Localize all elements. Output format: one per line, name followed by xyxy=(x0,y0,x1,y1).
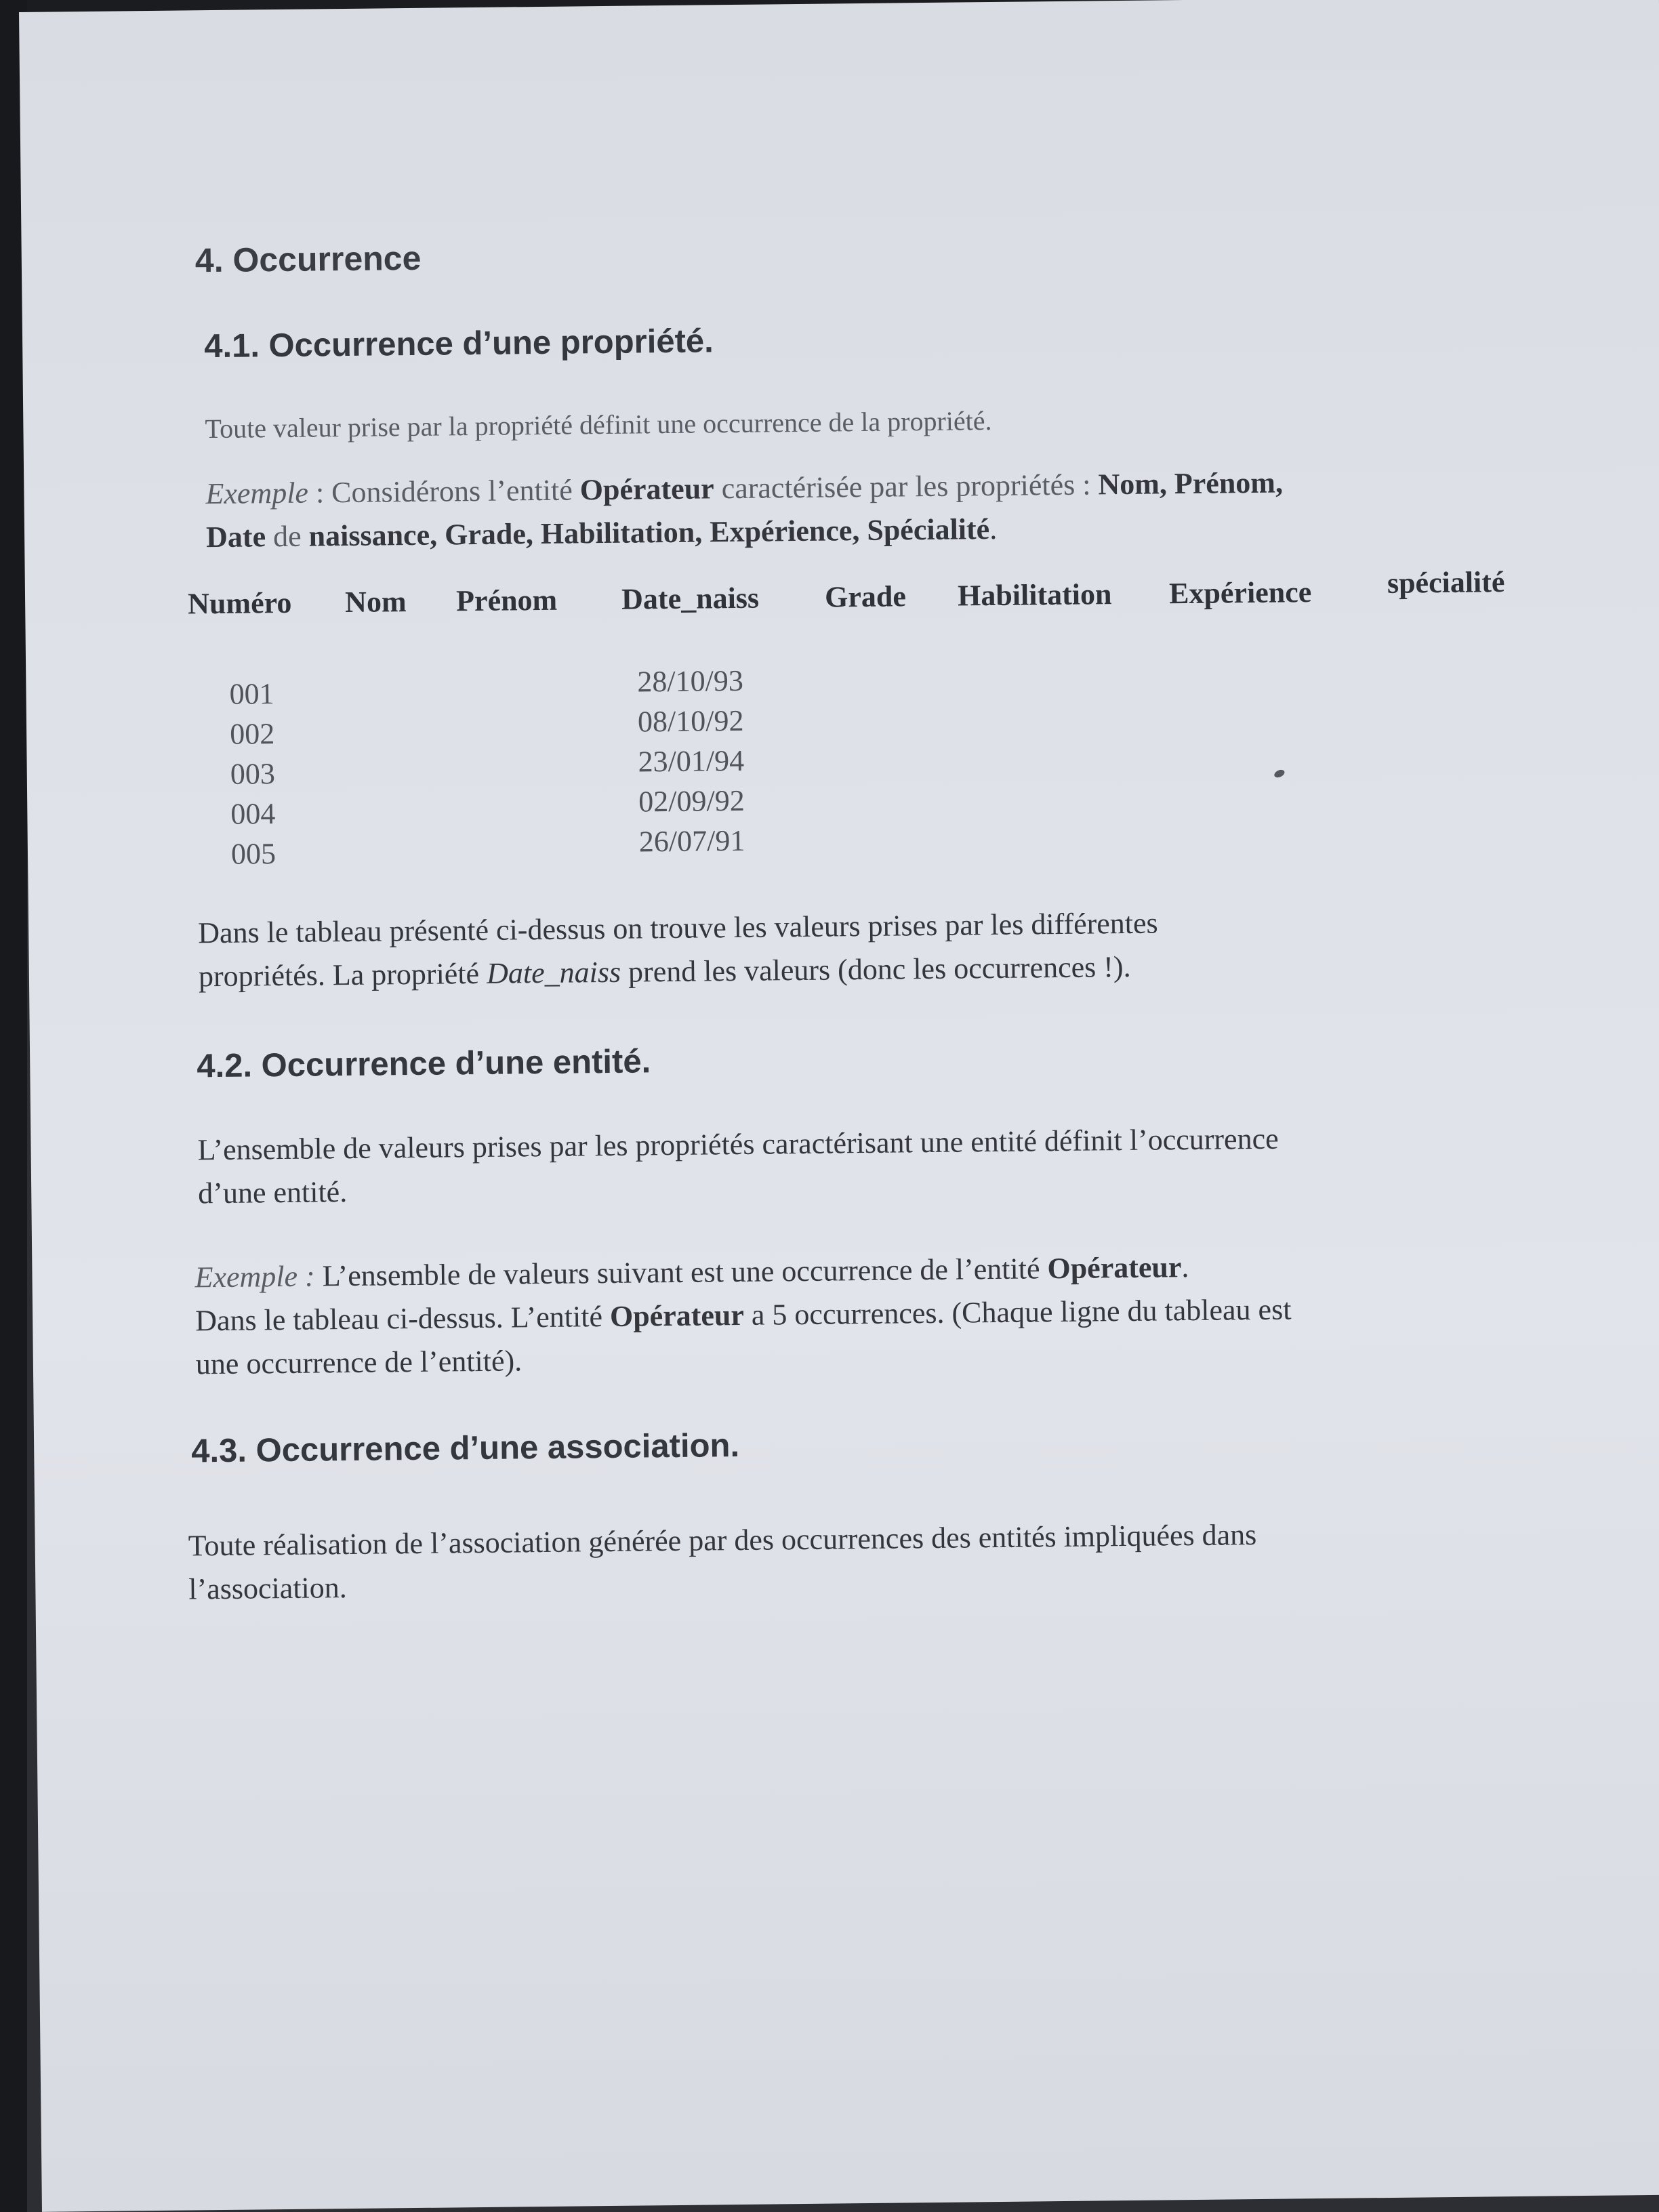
table-cell-date-naiss: 26/07/91 xyxy=(638,823,745,859)
table-cell-date-naiss: 28/10/93 xyxy=(637,663,744,699)
subsection-heading-4-1: 4.1. Occurrence d’une propriété. xyxy=(203,323,714,365)
table-header-grade: Grade xyxy=(824,579,907,614)
properties-list-1: Nom, Prénom, xyxy=(1098,466,1284,501)
example-mid: caractérisée par les propriétés : xyxy=(714,468,1099,506)
example-4-1-line2 xyxy=(206,508,998,559)
example-line2-a: Dans le tableau ci-dessus. L’entité xyxy=(194,1299,611,1338)
prop-de: de xyxy=(265,519,309,554)
table-cell-numero: 003 xyxy=(230,757,276,791)
after-table-text-a: propriétés. La propriété xyxy=(198,956,487,994)
paragraph-4-2-line1: L’ensemble de valeurs prises par les propriétés caractérisant une entité définit l’occurrence xyxy=(197,1122,1279,1167)
prop-naissance: naissance xyxy=(308,518,430,553)
example-4-1-line1 xyxy=(205,462,1283,516)
table-header-specialite: spécialité xyxy=(1387,565,1505,600)
section-heading: 4. Occurrence xyxy=(194,239,422,280)
table-header-nom: Nom xyxy=(344,585,407,619)
table-cell-date-naiss: 23/01/94 xyxy=(638,743,745,779)
after-table-text-b: prend les valeurs (donc les occurrences !). xyxy=(620,949,1131,989)
table-header-experience: Expérience xyxy=(1168,575,1312,611)
column-date-naiss xyxy=(637,661,745,862)
entity-name: Opérateur xyxy=(1047,1250,1182,1286)
subsection-heading-4-2: 4.2. Occurrence d’une entité. xyxy=(197,1043,651,1085)
period: . xyxy=(1181,1250,1189,1284)
subsection-heading-4-3: 4.3. Occurrence d’une association. xyxy=(190,1427,740,1470)
period: . xyxy=(989,512,998,546)
paragraph-4-1: Toute valeur prise par la propriété définit une occurrence de la propriété. xyxy=(205,405,992,445)
entity-name: Opérateur xyxy=(579,472,714,507)
table-cell-date-naiss: 02/09/92 xyxy=(638,783,745,819)
table-cell-date-naiss: 08/10/92 xyxy=(637,703,744,739)
paragraph-after-table-line1: Dans le tableau présenté ci-dessus on trouve les valeurs prises par les différentes xyxy=(197,906,1158,950)
column-numero xyxy=(229,674,276,874)
table-header-numero: Numéro xyxy=(187,586,292,621)
entity-name: Opérateur xyxy=(609,1298,745,1333)
occurrence-table xyxy=(187,565,1546,884)
table-header-habilitation: Habilitation xyxy=(957,577,1112,613)
paragraph-4-2-line2: d’une entité. xyxy=(198,1175,348,1210)
table-cell-numero: 005 xyxy=(230,837,276,871)
example-text: : Considérons l’entité xyxy=(308,473,580,510)
example-label: Exemple xyxy=(205,476,309,511)
paragraph-4-3-line1: Toute réalisation de l’association générée par des occurrences des entités impliquées dans xyxy=(188,1518,1257,1563)
table-header-prenom: Prénom xyxy=(455,583,558,618)
paragraph-after-table-line2 xyxy=(199,945,1131,998)
table-header-date-naiss: Date_naiss xyxy=(621,581,760,616)
after-table-italic: Date_naiss xyxy=(486,955,621,990)
example-line2-b: a 5 occurrences. (Chaque ligne du tableau est xyxy=(743,1292,1292,1332)
paragraph-4-3-line2: l’association. xyxy=(188,1571,348,1606)
table-cell-numero: 001 xyxy=(229,677,274,711)
properties-list-2: , Grade, Habilitation, Expérience, Spécialité xyxy=(429,512,990,552)
example-text: L’ensemble de valeurs suivant est une occurrence de l’entité xyxy=(314,1252,1048,1293)
table-cell-numero: 002 xyxy=(229,717,275,751)
example-4-2-line3: une occurrence de l’entité). xyxy=(195,1344,523,1381)
table-cell-numero: 004 xyxy=(230,797,276,831)
example-label: Exemple : xyxy=(194,1259,315,1294)
document-page xyxy=(19,0,1659,2212)
prop-date: Date xyxy=(205,520,266,554)
